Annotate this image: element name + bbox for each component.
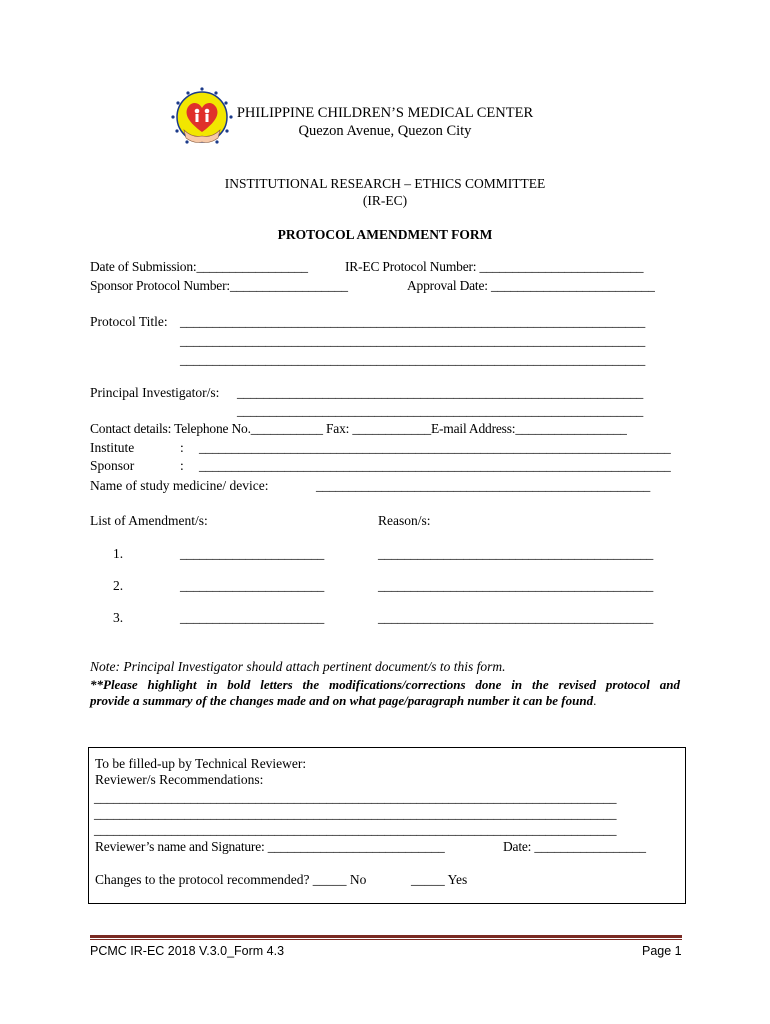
reasons-label: Reason/s: (378, 513, 431, 528)
note-text: Note: Principal Investigator should attach pertinent document/s to this form. (90, 659, 506, 674)
changes-recommended-no[interactable]: Changes to the protocol recommended? _____ No (95, 872, 367, 887)
sponsor-protocol-number-field[interactable]: Sponsor Protocol Number:__________________ (90, 278, 348, 293)
irec-protocol-number-field[interactable]: IR-EC Protocol Number: _________________________ (345, 259, 644, 274)
sponsor-line[interactable]: ________________________________________________________________________ (199, 458, 671, 473)
protocol-title-line[interactable]: _______________________________________________________________________ (180, 352, 646, 367)
amendment-line[interactable]: ______________________ (180, 610, 325, 625)
recommendation-line[interactable]: _________________________________________________________________________________ (94, 806, 617, 821)
reviewer-name-signature-field[interactable]: Reviewer’s name and Signature: ___________________________ (95, 839, 445, 854)
date-of-submission-field[interactable]: Date of Submission:_________________ (90, 259, 308, 274)
amendment-line[interactable]: ______________________ (180, 546, 325, 561)
committee-abbr: (IR-EC) (362, 193, 408, 208)
form-code: PCMC IR-EC 2018 V.3.0_Form 4.3 (90, 944, 285, 958)
reviewer-date-field[interactable]: Date: _________________ (503, 839, 646, 854)
protocol-title-label: Protocol Title: (90, 314, 168, 329)
study-medicine-label: Name of study medicine/ device: (90, 478, 269, 493)
amendment-number: 1. (113, 546, 124, 561)
committee-name: INSTITUTIONAL RESEARCH – ETHICS COMMITTEE (224, 176, 546, 191)
protocol-title-line[interactable]: _______________________________________________________________________ (180, 333, 646, 348)
changes-recommended-yes[interactable]: _____ Yes (411, 872, 468, 887)
amendment-number: 2. (113, 578, 124, 593)
footer-divider-thin (90, 939, 682, 940)
principal-investigator-line[interactable]: ______________________________________________________________ (237, 385, 644, 400)
protocol-title-line[interactable]: _______________________________________________________________________ (180, 314, 646, 329)
reason-line[interactable]: __________________________________________ (378, 546, 654, 561)
approval-date-field[interactable]: Approval Date: _________________________ (407, 278, 655, 293)
highlight-instruction-cont: provide a summary of the changes made and on what page/paragraph number it can be found (90, 693, 594, 708)
recommendation-line[interactable]: _________________________________________________________________________________ (94, 822, 617, 837)
reason-line[interactable]: __________________________________________ (378, 610, 654, 625)
principal-investigator-label: Principal Investigator/s: (90, 385, 220, 400)
amendment-line[interactable]: ______________________ (180, 578, 325, 593)
institute-colon: : (180, 440, 184, 455)
reviewer-box-title: To be filled-up by Technical Reviewer: (95, 756, 307, 771)
footer-divider (90, 935, 682, 938)
institute-line[interactable]: ________________________________________________________________________ (199, 440, 671, 455)
org-name: PHILIPPINE CHILDREN’S MEDICAL CENTER (236, 105, 534, 121)
highlight-period: . (593, 693, 597, 708)
sponsor-colon: : (180, 458, 184, 473)
principal-investigator-line[interactable]: ______________________________________________________________ (237, 403, 644, 418)
contact-details-field[interactable]: Contact details: Telephone No.___________ Fax: ____________E-mail Address:_________________ (90, 421, 627, 436)
reviewer-recommendations-label: Reviewer/s Recommendations: (95, 772, 264, 787)
amendments-label: List of Amendment/s: (90, 513, 208, 528)
reason-line[interactable]: __________________________________________ (378, 578, 654, 593)
amendment-number: 3. (113, 610, 124, 625)
highlight-instruction: **Please highlight in bold letters the modifications/corrections done in the revised protocol and (90, 677, 680, 692)
recommendation-line[interactable]: _________________________________________________________________________________ (94, 790, 617, 805)
org-address: Quezon Avenue, Quezon City (298, 123, 472, 139)
sponsor-label: Sponsor (90, 458, 135, 473)
study-medicine-line[interactable]: ___________________________________________________ (316, 478, 651, 493)
institute-label: Institute (90, 440, 135, 455)
form-title: PROTOCOL AMENDMENT FORM (277, 227, 493, 242)
page-number: Page 1 (642, 944, 682, 958)
